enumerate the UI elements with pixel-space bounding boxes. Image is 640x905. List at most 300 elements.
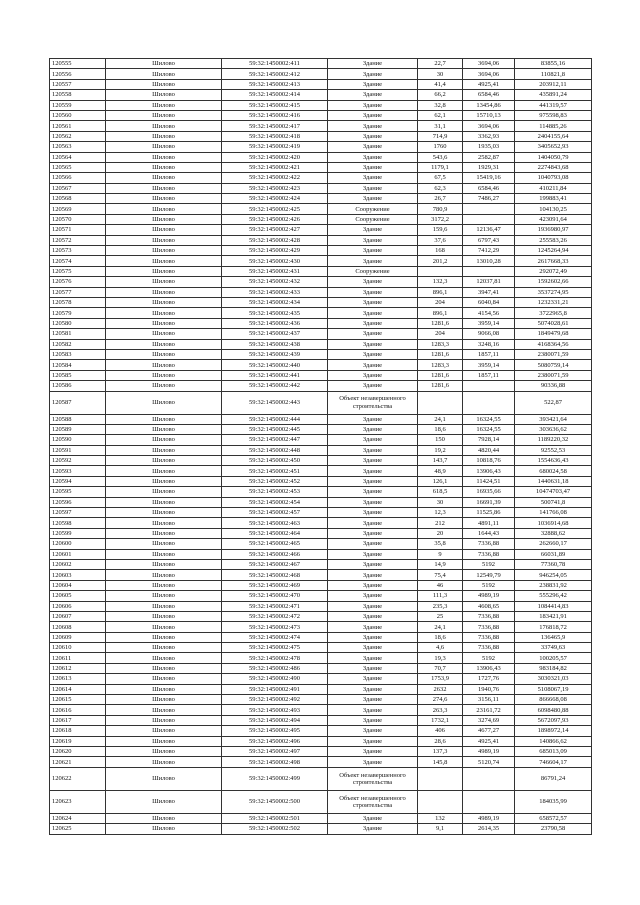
- object-type-cell: Здание: [328, 339, 418, 349]
- object-id-cell: 120571: [50, 225, 106, 235]
- settlement-name-cell: Шилово: [106, 653, 222, 663]
- area-cell: 896,1: [418, 308, 463, 318]
- settlement-name-cell: Шилово: [106, 297, 222, 307]
- object-type-cell: Здание: [328, 297, 418, 307]
- object-id-cell: 120601: [50, 549, 106, 559]
- object-id-cell: 120619: [50, 736, 106, 746]
- settlement-name-cell: Шилово: [106, 256, 222, 266]
- area-cell: 204: [418, 297, 463, 307]
- table-row: [50, 653, 592, 663]
- cadastral-number-cell: 59:32:1450002:492: [222, 695, 328, 705]
- object-type-cell: Здание: [328, 824, 418, 834]
- cadastral-value-cell: 3405652,93: [515, 142, 592, 152]
- specific-value-cell: 1857,11: [463, 349, 515, 359]
- settlement-name-cell: Шилово: [106, 813, 222, 823]
- cadastral-number-cell: 59:32:1450002:486: [222, 663, 328, 673]
- cadastral-value-cell: 33749,63: [515, 643, 592, 653]
- area-cell: 26,7: [418, 194, 463, 204]
- object-id-cell: 120573: [50, 246, 106, 256]
- object-type-cell: Здание: [328, 121, 418, 131]
- table-row: [50, 549, 592, 559]
- area-cell: 67,5: [418, 173, 463, 183]
- settlement-name-cell: Шилово: [106, 570, 222, 580]
- table-row: [50, 391, 592, 414]
- object-type-cell: Здание: [328, 559, 418, 569]
- specific-value-cell: 7336,88: [463, 611, 515, 621]
- settlement-name-cell: Шилово: [106, 381, 222, 391]
- specific-value-cell: 12136,47: [463, 225, 515, 235]
- area-cell: 150: [418, 435, 463, 445]
- object-id-cell: 120579: [50, 308, 106, 318]
- object-type-cell: Здание: [328, 370, 418, 380]
- cadastral-number-cell: 59:32:1450002:437: [222, 329, 328, 339]
- settlement-name-cell: Шилово: [106, 528, 222, 538]
- object-type-cell: Здание: [328, 684, 418, 694]
- table-row: [50, 142, 592, 152]
- area-cell: 46: [418, 580, 463, 590]
- settlement-name-cell: Шилово: [106, 476, 222, 486]
- area-cell: 1732,1: [418, 715, 463, 725]
- object-id-cell: 120595: [50, 487, 106, 497]
- table-row: [50, 445, 592, 455]
- specific-value-cell: 2582,87: [463, 152, 515, 162]
- specific-value-cell: [463, 767, 515, 790]
- settlement-name-cell: Шилово: [106, 370, 222, 380]
- specific-value-cell: 4989,19: [463, 813, 515, 823]
- area-cell: [418, 266, 463, 276]
- object-type-cell: Здание: [328, 601, 418, 611]
- cadastral-value-cell: 1898972,14: [515, 726, 592, 736]
- cadastral-number-cell: 59:32:1450002:438: [222, 339, 328, 349]
- cadastral-value-cell: 203912,11: [515, 79, 592, 89]
- object-id-cell: 120602: [50, 559, 106, 569]
- area-cell: 780,9: [418, 204, 463, 214]
- specific-value-cell: 4989,19: [463, 591, 515, 601]
- object-id-cell: 120608: [50, 622, 106, 632]
- object-type-cell: Здание: [328, 349, 418, 359]
- cadastral-number-cell: 59:32:1450002:494: [222, 715, 328, 725]
- table-row: [50, 497, 592, 507]
- cadastral-value-cell: 685013,09: [515, 747, 592, 757]
- cadastral-number-cell: 59:32:1450002:454: [222, 497, 328, 507]
- settlement-name-cell: Шилово: [106, 456, 222, 466]
- table-row: [50, 162, 592, 172]
- object-id-cell: 120613: [50, 674, 106, 684]
- table-row: [50, 601, 592, 611]
- table-row: [50, 559, 592, 569]
- cadastral-value-cell: 92552,53: [515, 445, 592, 455]
- object-type-cell: Здание: [328, 643, 418, 653]
- table-row: [50, 767, 592, 790]
- settlement-name-cell: Шилово: [106, 246, 222, 256]
- table-row: [50, 674, 592, 684]
- cadastral-number-cell: 59:32:1450002:472: [222, 611, 328, 621]
- cadastral-value-cell: 1849479,68: [515, 329, 592, 339]
- settlement-name-cell: Шилово: [106, 445, 222, 455]
- area-cell: 9,1: [418, 824, 463, 834]
- object-id-cell: 120617: [50, 715, 106, 725]
- table-row: [50, 508, 592, 518]
- table-row: [50, 246, 592, 256]
- specific-value-cell: 3362,93: [463, 131, 515, 141]
- table-row: [50, 256, 592, 266]
- object-type-cell: Здание: [328, 173, 418, 183]
- area-cell: [418, 790, 463, 813]
- settlement-name-cell: Шилово: [106, 674, 222, 684]
- area-cell: 1281,6: [418, 318, 463, 328]
- object-id-cell: 120581: [50, 329, 106, 339]
- cadastral-number-cell: 59:32:1450002:442: [222, 381, 328, 391]
- area-cell: 212: [418, 518, 463, 528]
- settlement-name-cell: Шилово: [106, 767, 222, 790]
- object-type-cell: Здание: [328, 813, 418, 823]
- object-type-cell: Здание: [328, 235, 418, 245]
- cadastral-value-cell: 746604,17: [515, 757, 592, 767]
- object-type-cell: Здание: [328, 580, 418, 590]
- object-type-cell: Здание: [328, 69, 418, 79]
- table-row: [50, 59, 592, 69]
- settlement-name-cell: Шилово: [106, 90, 222, 100]
- area-cell: 24,1: [418, 414, 463, 424]
- cadastral-value-cell: 866668,08: [515, 695, 592, 705]
- cadastral-number-cell: 59:32:1450002:425: [222, 204, 328, 214]
- object-id-cell: 120596: [50, 497, 106, 507]
- object-id-cell: 120560: [50, 110, 106, 120]
- specific-value-cell: 1935,03: [463, 142, 515, 152]
- area-cell: 2632: [418, 684, 463, 694]
- table-row: [50, 757, 592, 767]
- area-cell: 263,3: [418, 705, 463, 715]
- cadastral-value-cell: 1232331,21: [515, 297, 592, 307]
- specific-value-cell: [463, 214, 515, 224]
- cadastral-number-cell: 59:32:1450002:428: [222, 235, 328, 245]
- settlement-name-cell: Шилово: [106, 580, 222, 590]
- specific-value-cell: 3274,69: [463, 715, 515, 725]
- cadastral-number-cell: 59:32:1450002:452: [222, 476, 328, 486]
- object-type-cell: Здание: [328, 194, 418, 204]
- cadastral-number-cell: 59:32:1450002:468: [222, 570, 328, 580]
- cadastral-number-cell: 59:32:1450002:475: [222, 643, 328, 653]
- table-row: [50, 214, 592, 224]
- specific-value-cell: 1929,31: [463, 162, 515, 172]
- object-type-cell: Здание: [328, 570, 418, 580]
- cadastral-number-cell: 59:32:1450002:451: [222, 466, 328, 476]
- object-type-cell: Здание: [328, 663, 418, 673]
- settlement-name-cell: Шилово: [106, 79, 222, 89]
- table-row: [50, 476, 592, 486]
- object-type-cell: Здание: [328, 246, 418, 256]
- object-id-cell: 120614: [50, 684, 106, 694]
- cadastral-value-cell: 555296,42: [515, 591, 592, 601]
- specific-value-cell: 4891,11: [463, 518, 515, 528]
- cadastral-number-cell: 59:32:1450002:430: [222, 256, 328, 266]
- area-cell: 143,7: [418, 456, 463, 466]
- specific-value-cell: 7928,14: [463, 435, 515, 445]
- area-cell: 1753,9: [418, 674, 463, 684]
- specific-value-cell: 3248,16: [463, 339, 515, 349]
- area-cell: 1283,3: [418, 360, 463, 370]
- object-id-cell: 120600: [50, 539, 106, 549]
- object-type-cell: Здание: [328, 591, 418, 601]
- object-id-cell: 120625: [50, 824, 106, 834]
- table-row: [50, 235, 592, 245]
- table-row: [50, 622, 592, 632]
- specific-value-cell: [463, 381, 515, 391]
- cadastral-value-cell: 292072,49: [515, 266, 592, 276]
- table-row: [50, 194, 592, 204]
- cadastral-value-cell: 104130,25: [515, 204, 592, 214]
- specific-value-cell: 6584,46: [463, 183, 515, 193]
- cadastral-value-cell: 3030321,03: [515, 674, 592, 684]
- area-cell: 618,5: [418, 487, 463, 497]
- area-cell: 41,4: [418, 79, 463, 89]
- object-type-cell: Здание: [328, 183, 418, 193]
- area-cell: 132: [418, 813, 463, 823]
- object-type-cell: Сооружение: [328, 266, 418, 276]
- specific-value-cell: 7486,27: [463, 194, 515, 204]
- cadastral-number-cell: 59:32:1450002:457: [222, 508, 328, 518]
- table-row: [50, 570, 592, 580]
- object-type-cell: Здание: [328, 726, 418, 736]
- table-row: [50, 308, 592, 318]
- specific-value-cell: 7336,88: [463, 643, 515, 653]
- area-cell: 235,3: [418, 601, 463, 611]
- object-type-cell: Здание: [328, 110, 418, 120]
- cadastral-number-cell: 59:32:1450002:490: [222, 674, 328, 684]
- area-cell: [418, 391, 463, 414]
- object-type-cell: Здание: [328, 622, 418, 632]
- table-row: [50, 414, 592, 424]
- cadastral-value-cell: 303636,62: [515, 424, 592, 434]
- object-id-cell: 120609: [50, 632, 106, 642]
- cadastral-value-cell: 946254,05: [515, 570, 592, 580]
- cadastral-value-cell: 66031,89: [515, 549, 592, 559]
- table-row: [50, 790, 592, 813]
- area-cell: [418, 767, 463, 790]
- object-type-cell: Здание: [328, 487, 418, 497]
- specific-value-cell: 13906,43: [463, 466, 515, 476]
- cadastral-value-cell: 1554636,43: [515, 456, 592, 466]
- specific-value-cell: 9066,08: [463, 329, 515, 339]
- cadastral-number-cell: 59:32:1450002:436: [222, 318, 328, 328]
- cadastral-number-cell: 59:32:1450002:469: [222, 580, 328, 590]
- object-id-cell: 120558: [50, 90, 106, 100]
- table-row: [50, 110, 592, 120]
- table-row: [50, 360, 592, 370]
- object-type-cell: Здание: [328, 518, 418, 528]
- settlement-name-cell: Шилово: [106, 466, 222, 476]
- cadastral-number-cell: 59:32:1450002:447: [222, 435, 328, 445]
- specific-value-cell: [463, 266, 515, 276]
- cadastral-number-cell: 59:32:1450002:470: [222, 591, 328, 601]
- cadastral-number-cell: 59:32:1450002:415: [222, 100, 328, 110]
- specific-value-cell: 4989,19: [463, 747, 515, 757]
- object-type-cell: Сооружение: [328, 204, 418, 214]
- specific-value-cell: 7336,88: [463, 632, 515, 642]
- cadastral-value-cell: 680024,58: [515, 466, 592, 476]
- specific-value-cell: 7336,88: [463, 622, 515, 632]
- table-row: [50, 121, 592, 131]
- object-id-cell: 120562: [50, 131, 106, 141]
- settlement-name-cell: Шилово: [106, 539, 222, 549]
- settlement-name-cell: Шилово: [106, 643, 222, 653]
- area-cell: 24,1: [418, 622, 463, 632]
- cadastral-value-cell: 1084414,83: [515, 601, 592, 611]
- settlement-name-cell: Шилово: [106, 162, 222, 172]
- object-type-cell: Здание: [328, 381, 418, 391]
- object-type-cell: Здание: [328, 528, 418, 538]
- cadastral-number-cell: 59:32:1450002:467: [222, 559, 328, 569]
- cadastral-number-cell: 59:32:1450002:426: [222, 214, 328, 224]
- object-type-cell: Здание: [328, 308, 418, 318]
- cadastral-value-cell: 86791,24: [515, 767, 592, 790]
- cadastral-number-cell: 59:32:1450002:433: [222, 287, 328, 297]
- settlement-name-cell: Шилово: [106, 152, 222, 162]
- cadastral-value-cell: 3537274,95: [515, 287, 592, 297]
- area-cell: 1281,6: [418, 349, 463, 359]
- object-id-cell: 120592: [50, 456, 106, 466]
- area-cell: 145,8: [418, 757, 463, 767]
- area-cell: 896,1: [418, 287, 463, 297]
- object-type-cell: Здание: [328, 497, 418, 507]
- cadastral-value-cell: 184035,99: [515, 790, 592, 813]
- area-cell: 1281,6: [418, 381, 463, 391]
- area-cell: 30: [418, 497, 463, 507]
- object-id-cell: 120585: [50, 370, 106, 380]
- cadastral-number-cell: 59:32:1450002:497: [222, 747, 328, 757]
- object-type-cell: Здание: [328, 715, 418, 725]
- object-id-cell: 120605: [50, 591, 106, 601]
- area-cell: 159,6: [418, 225, 463, 235]
- cadastral-value-cell: 199883,41: [515, 194, 592, 204]
- object-id-cell: 120586: [50, 381, 106, 391]
- cadastral-number-cell: 59:32:1450002:491: [222, 684, 328, 694]
- settlement-name-cell: Шилово: [106, 214, 222, 224]
- cadastral-value-cell: 658572,57: [515, 813, 592, 823]
- cadastral-value-cell: 4168364,56: [515, 339, 592, 349]
- cadastral-number-cell: 59:32:1450002:417: [222, 121, 328, 131]
- cadastral-number-cell: 59:32:1450002:448: [222, 445, 328, 455]
- area-cell: 3172,2: [418, 214, 463, 224]
- object-type-cell: Здание: [328, 549, 418, 559]
- object-type-cell: Здание: [328, 445, 418, 455]
- cadastral-value-cell: 238831,92: [515, 580, 592, 590]
- settlement-name-cell: Шилово: [106, 121, 222, 131]
- object-type-cell: Здание: [328, 424, 418, 434]
- area-cell: 543,6: [418, 152, 463, 162]
- table-row: [50, 663, 592, 673]
- specific-value-cell: 23161,72: [463, 705, 515, 715]
- object-id-cell: 120575: [50, 266, 106, 276]
- specific-value-cell: 3694,06: [463, 121, 515, 131]
- cadastral-value-cell: 522,87: [515, 391, 592, 414]
- cadastral-number-cell: 59:32:1450002:471: [222, 601, 328, 611]
- object-type-cell: Здание: [328, 79, 418, 89]
- cadastral-value-cell: 1936980,97: [515, 225, 592, 235]
- table-row: [50, 339, 592, 349]
- object-type-cell: Здание: [328, 674, 418, 684]
- table-row: [50, 747, 592, 757]
- cadastral-number-cell: 59:32:1450002:464: [222, 528, 328, 538]
- cadastral-value-cell: 393421,64: [515, 414, 592, 424]
- cadastral-number-cell: 59:32:1450002:439: [222, 349, 328, 359]
- settlement-name-cell: Шилово: [106, 518, 222, 528]
- specific-value-cell: 12037,81: [463, 277, 515, 287]
- area-cell: 201,2: [418, 256, 463, 266]
- area-cell: 714,9: [418, 131, 463, 141]
- object-id-cell: 120556: [50, 69, 106, 79]
- specific-value-cell: 4608,65: [463, 601, 515, 611]
- cadastral-value-cell: 77360,78: [515, 559, 592, 569]
- settlement-name-cell: Шилово: [106, 508, 222, 518]
- table-row: [50, 528, 592, 538]
- specific-value-cell: 13906,43: [463, 663, 515, 673]
- table-row: [50, 287, 592, 297]
- cadastral-value-cell: 435891,24: [515, 90, 592, 100]
- specific-value-cell: 5192: [463, 559, 515, 569]
- object-id-cell: 120564: [50, 152, 106, 162]
- area-cell: 1283,3: [418, 339, 463, 349]
- specific-value-cell: 16324,55: [463, 424, 515, 434]
- object-id-cell: 120583: [50, 349, 106, 359]
- table-row: [50, 695, 592, 705]
- specific-value-cell: 4154,56: [463, 308, 515, 318]
- cadastral-value-cell: 23790,58: [515, 824, 592, 834]
- specific-value-cell: 2614,35: [463, 824, 515, 834]
- cadastral-number-cell: 59:32:1450002:500: [222, 790, 328, 813]
- specific-value-cell: 4820,44: [463, 445, 515, 455]
- specific-value-cell: 3947,41: [463, 287, 515, 297]
- specific-value-cell: 1727,76: [463, 674, 515, 684]
- table-row: [50, 456, 592, 466]
- table-body: [50, 59, 592, 835]
- settlement-name-cell: Шилово: [106, 225, 222, 235]
- object-id-cell: 120568: [50, 194, 106, 204]
- cadastral-value-cell: 110821,8: [515, 69, 592, 79]
- area-cell: 126,1: [418, 476, 463, 486]
- object-type-cell: Здание: [328, 653, 418, 663]
- table-row: [50, 435, 592, 445]
- table-row: [50, 152, 592, 162]
- area-cell: 62,1: [418, 110, 463, 120]
- object-id-cell: 120616: [50, 705, 106, 715]
- cadastral-number-cell: 59:32:1450002:496: [222, 736, 328, 746]
- object-type-cell: Здание: [328, 476, 418, 486]
- cadastral-value-cell: 975598,83: [515, 110, 592, 120]
- object-id-cell: 120611: [50, 653, 106, 663]
- area-cell: 30: [418, 69, 463, 79]
- object-type-cell: Здание: [328, 695, 418, 705]
- settlement-name-cell: Шилово: [106, 349, 222, 359]
- area-cell: 1179,1: [418, 162, 463, 172]
- cadastral-value-cell: 10474703,47: [515, 487, 592, 497]
- object-id-cell: 120578: [50, 297, 106, 307]
- area-cell: 20: [418, 528, 463, 538]
- object-type-cell: Здание: [328, 611, 418, 621]
- specific-value-cell: 3694,06: [463, 69, 515, 79]
- object-id-cell: 120577: [50, 287, 106, 297]
- cadastral-value-cell: 100205,57: [515, 653, 592, 663]
- cadastral-number-cell: 59:32:1450002:478: [222, 653, 328, 663]
- object-type-cell: Здание: [328, 508, 418, 518]
- cadastral-number-cell: 59:32:1450002:432: [222, 277, 328, 287]
- specific-value-cell: 7412,29: [463, 246, 515, 256]
- object-id-cell: 120593: [50, 466, 106, 476]
- object-id-cell: 120604: [50, 580, 106, 590]
- object-type-cell: Объект незавершенного строительства: [328, 767, 418, 790]
- settlement-name-cell: Шилово: [106, 559, 222, 569]
- object-id-cell: 120572: [50, 235, 106, 245]
